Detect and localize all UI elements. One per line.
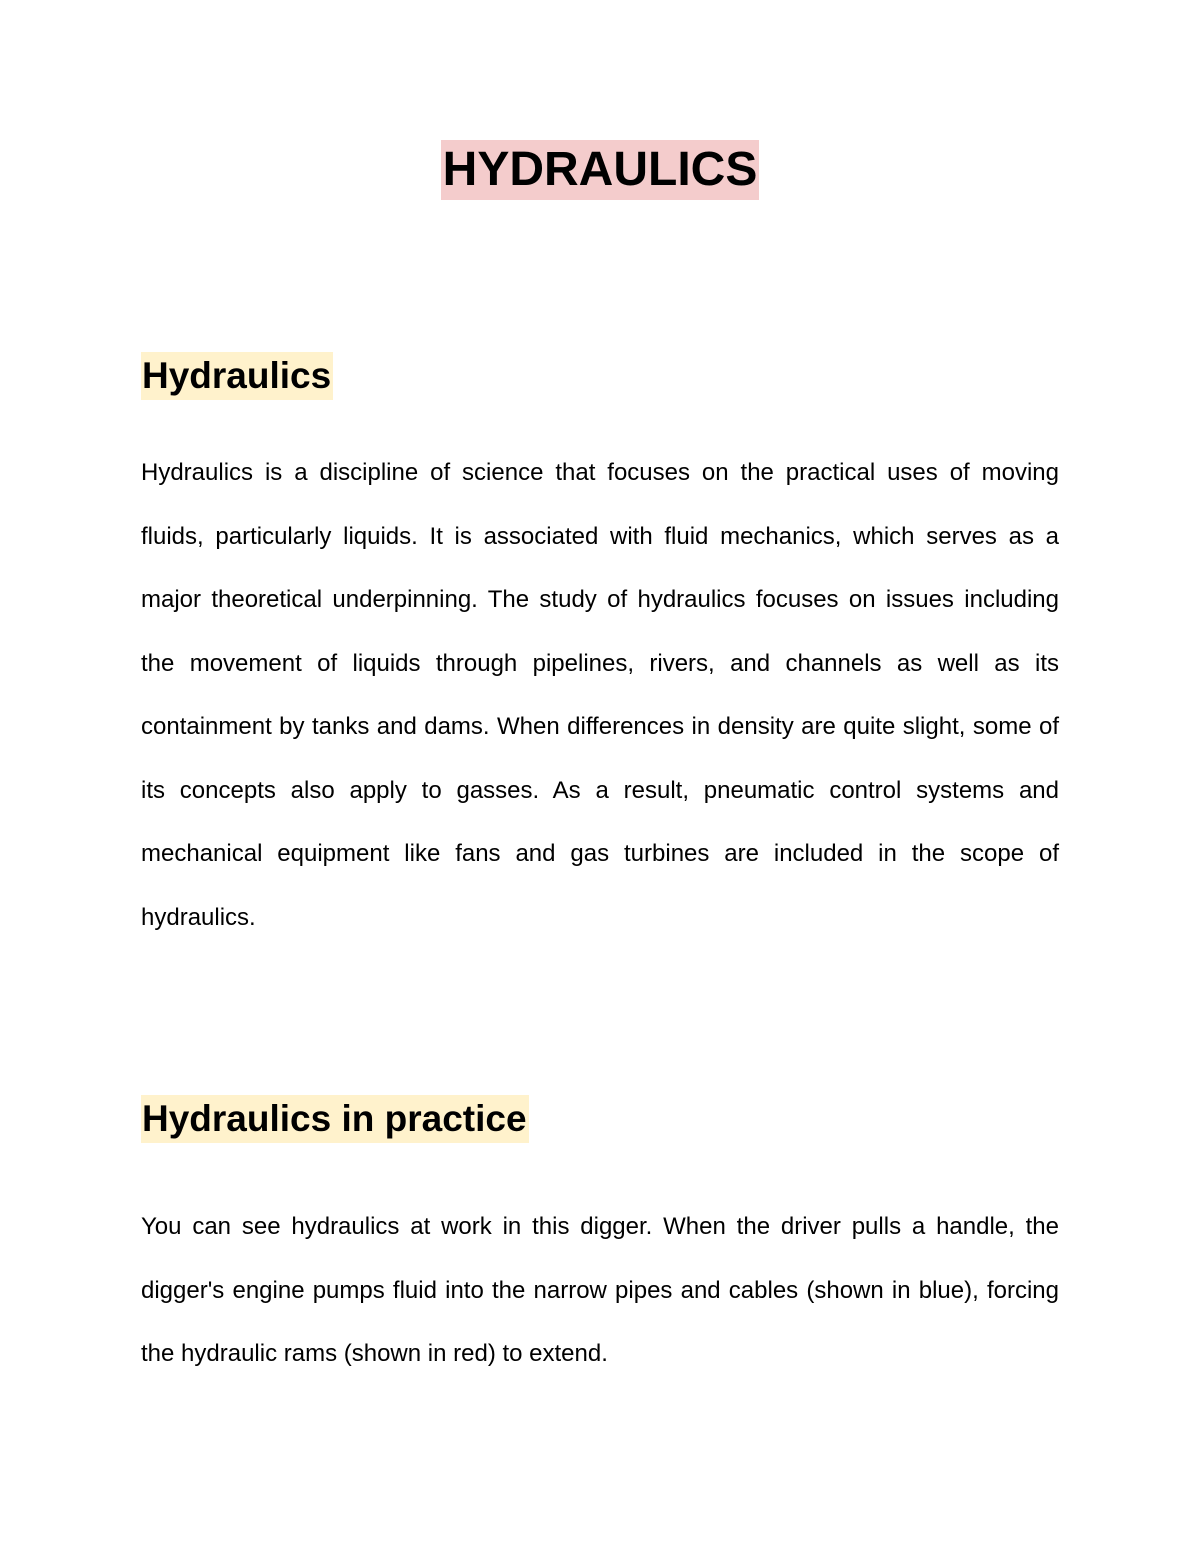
section-paragraph-hydraulics-in-practice: You can see hydraulics at work in this digger. When the driver pulls a handle, the digger's engine pumps fluid into the narrow pipes and cables (shown in blue), forcing the hydraulic rams (shown in red) to extend. — [141, 1213, 1059, 1367]
document-title-text: HYDRAULICS — [441, 140, 760, 200]
section-heading-hydraulics — [141, 352, 333, 400]
section-heading-hydraulics-in-practice — [141, 1095, 529, 1143]
section-heading-text: Hydraulics — [141, 352, 333, 400]
section-heading-text: Hydraulics in practice — [141, 1095, 529, 1143]
document-title — [0, 140, 1200, 200]
section-paragraph-hydraulics: Hydraulics is a discipline of science that focuses on the practical uses of moving fluids, particularly liquids. It is associated with fluid mechanics, which serves as a major theoretical underpinning. The study of hydraulics focuses on issues including the movement of liquids through pipelines, rivers, and channels as well as its containment by tanks and dams. When differences in density are quite slight, some of its concepts also apply to gasses. As a result, pneumatic control systems and mechanical equipment like fans and gas turbines are included in the scope of hydraulics. — [141, 459, 1059, 931]
